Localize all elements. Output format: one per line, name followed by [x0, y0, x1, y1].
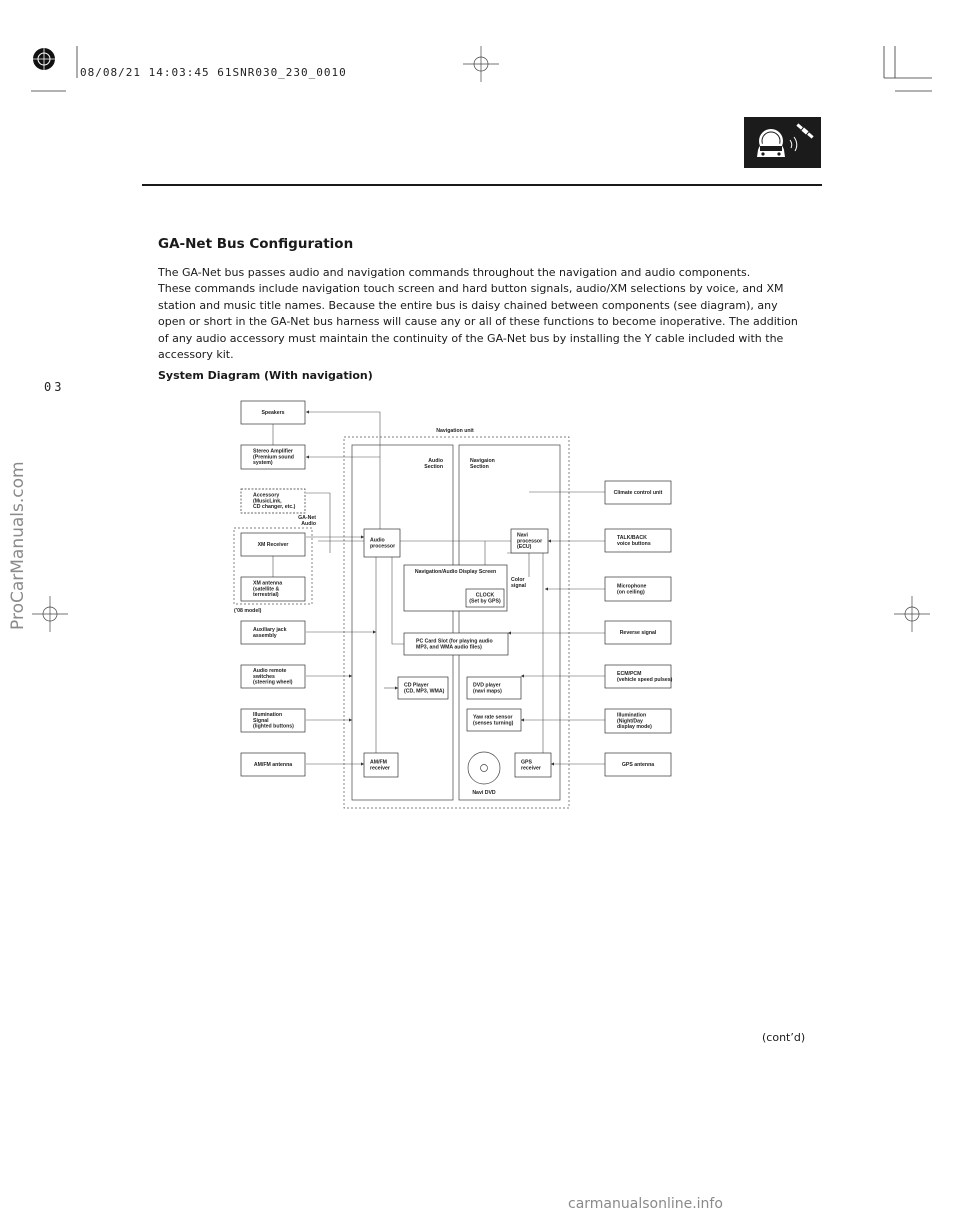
node-label: (CD, MP3, WMA) [404, 688, 445, 695]
node-label: voice buttons [617, 540, 651, 547]
node-label: Accessory [253, 492, 280, 499]
system-diagram [234, 401, 673, 808]
node-pc-card [404, 633, 508, 655]
intro-text [158, 265, 808, 363]
node-label: (lighted buttons) [253, 723, 294, 730]
node-label: (navi maps) [473, 688, 502, 695]
node-gps-antenna [605, 753, 671, 776]
ga-net-audio-label: GA-Net [298, 515, 316, 521]
node-label: (ECU) [517, 544, 532, 551]
node-label: Climate control unit [613, 489, 663, 496]
node-ecm-pcm [605, 665, 673, 688]
node-label: (Night/Day [617, 718, 643, 725]
node-label: processor [370, 543, 396, 550]
node-climate [605, 481, 671, 504]
node-amfm-receiver [364, 753, 398, 777]
node-label: Microphone [617, 583, 647, 590]
node-label: AM/FM [370, 759, 387, 766]
node-label: (senses turning) [473, 720, 514, 727]
node-illum-mode [605, 709, 671, 733]
registration-target-icon [33, 48, 55, 70]
color-signal-label: signal [511, 582, 526, 589]
node-label: assembly [253, 632, 277, 639]
node-xm-antenna [241, 577, 305, 601]
node-clock [466, 589, 504, 607]
node-label: receiver [521, 765, 541, 772]
footer-watermark: carmanualsonline.info [568, 1196, 723, 1212]
node-reverse [605, 621, 671, 644]
navigation-section-frame [459, 445, 560, 800]
navigation-section-label: Navigaion [470, 458, 495, 464]
node-label: terrestrial) [253, 592, 279, 599]
node-label: Navi [517, 532, 528, 539]
node-amfm-antenna [241, 753, 305, 776]
node-label: Reverse signal [619, 629, 657, 636]
crosshair-left-icon [32, 596, 68, 632]
page-marker: 03 [44, 380, 65, 394]
navigation-satellite-icon [744, 117, 821, 168]
node-label: Auxiliary jack [253, 627, 287, 633]
node-label: (Premium sound [253, 454, 294, 461]
node-label: CLOCK [475, 592, 495, 599]
node-yaw-sensor [467, 709, 521, 731]
color-signal-label: Color [511, 577, 525, 583]
node-audio-processor [364, 529, 400, 557]
node-label: GPS antenna [621, 761, 655, 768]
node-label: receiver [370, 765, 390, 772]
node-label: ECM/PCM [617, 671, 642, 677]
node-speakers [241, 401, 305, 424]
node-label: MP3, and WMA audio files) [416, 644, 482, 651]
node-label: TALK/BACK [617, 535, 647, 541]
node-audio-remote [241, 665, 305, 688]
node-illum-signal [241, 709, 305, 732]
node-label: Yaw rate sensor [473, 714, 513, 721]
navi-dvd-label: Navi DVD [472, 790, 496, 796]
node-label: Audio [370, 537, 385, 544]
model-note-label: (’08 model) [234, 608, 262, 614]
intro-paragraph-2: These commands include navigation touch screen and hard button signals, audio/XM selections by voice, and XM station and music title names. Because the entire bus is daisy chained between components (see diagram), any open or short in the GA-Net bus harness will cause any or all of these functions to become inoperative. The addition of any audio accessory must maintain the continuity of the GA-Net bus by installing the Y cable included with the accessory kit. [158, 282, 798, 362]
node-cd-player [398, 677, 448, 699]
node-label: DVD player [473, 682, 501, 689]
node-label: (satellite & [253, 586, 280, 593]
node-label: (vehicle speed pulses) [617, 676, 673, 683]
node-dvd-player [467, 677, 521, 699]
navigation-unit-label: Navigation unit [436, 428, 474, 434]
node-label: AM/FM antenna [253, 761, 293, 768]
node-xm-receiver [241, 533, 305, 556]
node-label: Speakers [261, 409, 285, 416]
node-label: (Set by GPS) [469, 598, 501, 605]
node-label: Illumination [617, 712, 647, 719]
node-label: XM Receiver [257, 541, 289, 548]
node-gps-receiver [515, 753, 551, 777]
navigation-section-label: Section [470, 463, 489, 470]
node-label: Navigation/Audio Display Screen [414, 569, 497, 575]
ga-net-audio-label: Audio [301, 520, 316, 527]
node-label: PC Card Slot (for playing audio [416, 638, 493, 645]
node-label: processor [517, 538, 543, 545]
node-label: (MusicLink, [253, 498, 282, 505]
node-label: Signal [253, 717, 269, 724]
intro-paragraph-1: The GA-Net bus passes audio and navigation commands throughout the navigation and audio components. [158, 266, 751, 279]
node-label: Illumination [253, 712, 283, 719]
side-watermark: ProCarManuals.com [8, 461, 28, 630]
node-stereo-amp [241, 445, 305, 469]
crosshair-right-icon [894, 596, 930, 632]
node-accessory [241, 489, 305, 513]
node-label: (on ceiling) [617, 589, 645, 596]
node-label: (steering wheel) [253, 679, 293, 686]
diagram-title: System Diagram (With navigation) [158, 369, 373, 382]
node-label: GPS [521, 759, 532, 766]
node-label: Stereo Amplifier [253, 448, 293, 455]
node-label: XM antenna [253, 580, 283, 587]
navigation-unit-frame [344, 437, 569, 808]
continued-label: (cont’d) [762, 1031, 806, 1044]
node-label: Audio remote [253, 668, 287, 675]
node-label: CD Player [404, 682, 429, 689]
node-label: display mode) [617, 724, 652, 731]
audio-section-label: Section [424, 463, 443, 470]
node-navi-processor [511, 529, 548, 553]
navi-dvd-disc-icon [468, 752, 500, 784]
node-label: switches [253, 673, 275, 680]
node-microphone [605, 577, 671, 601]
node-label: CD changer, etc.) [253, 504, 296, 511]
audio-section-label: Audio [428, 458, 443, 464]
node-talk-back [605, 529, 671, 552]
node-label: system) [253, 460, 273, 467]
node-aux-jack [241, 621, 305, 644]
print-stamp: 08/08/21 14:03:45 61SNR030_230_0010 [80, 66, 347, 79]
audio-section-frame [352, 445, 453, 800]
section-title: GA-Net Bus Configuration [158, 236, 354, 252]
crosshair-top-icon [463, 46, 499, 82]
